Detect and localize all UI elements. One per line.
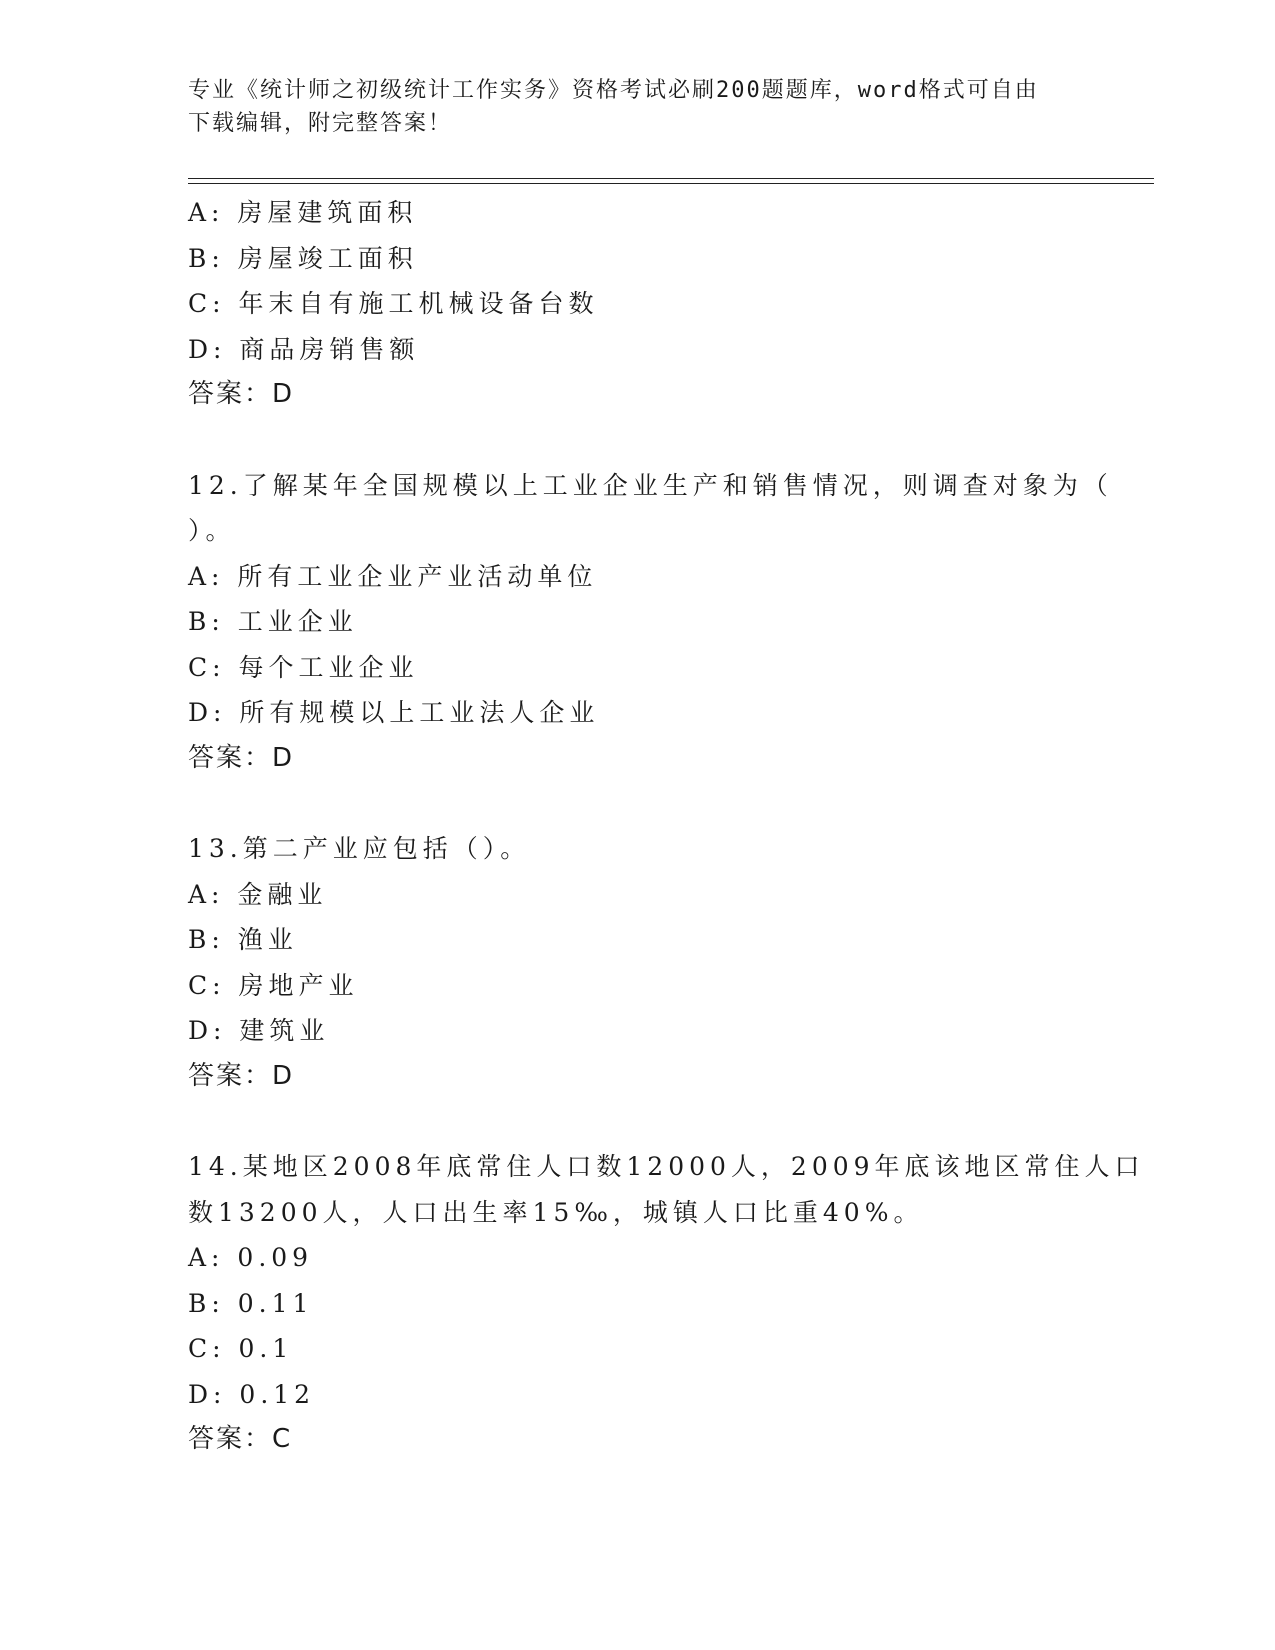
question-stem-line-1: 13.第二产业应包括（）。 [188,834,531,863]
option-b: B: 工业企业 [188,607,358,636]
option-a: A: 房屋建筑面积 [188,198,418,227]
question-12 [188,463,1113,782]
option-a: A: 金融业 [188,879,328,909]
spacer [188,1099,1088,1144]
header-divider-top [188,178,1154,179]
header-line-1: 专业《统计师之初级统计工作实务》资格考试必刷200题题库，word格式可自由 [188,78,1039,103]
option-a: A: 所有工业企业产业活动单位 [188,561,598,591]
question-stem-line-1: 14.某地区2008年底常住人口数12000人，2009年底该地区常住人口 [188,1152,1145,1181]
document-header [188,74,1088,140]
spacer [188,418,1088,463]
question-11-tail [188,190,1088,418]
question-13 [188,826,1088,1099]
option-b: B: 渔业 [188,925,298,954]
option-c: C: 0.1 [188,1334,294,1363]
question-stem-line-1: 12.了解某年全国规模以上工业企业生产和销售情况，则调查对象为（ [188,470,1113,500]
option-c: C: 每个工业企业 [188,652,419,682]
answer-label: 答案：D [188,1060,295,1091]
option-b: B: 0.11 [188,1288,314,1318]
question-stem-line-2: 数13200人，人口出生率15‰，城镇人口比重40%。 [188,1197,924,1227]
answer-label: 答案：D [188,742,295,773]
question-stem-line-2: ）。 [188,516,236,545]
option-a: A: 0.09 [188,1243,314,1272]
answer-label: 答案：C [188,1424,293,1454]
question-14 [188,1144,1145,1463]
spacer [188,781,1088,826]
header-divider-bottom [188,183,1154,184]
option-d: D: 商品房销售额 [188,334,420,364]
option-b: B: 房屋竣工面积 [188,243,418,273]
option-d: D: 0.12 [188,1379,316,1409]
header-line-2: 下载编辑，附完整答案！ [188,111,453,136]
option-d: D: 所有规模以上工业法人企业 [188,698,600,727]
option-c: C: 房地产业 [188,970,359,1000]
question-list [188,190,1145,1463]
option-c: C: 年末自有施工机械设备台数 [188,289,599,318]
option-d: D: 建筑业 [188,1016,330,1045]
answer-label: 答案：D [188,379,295,409]
